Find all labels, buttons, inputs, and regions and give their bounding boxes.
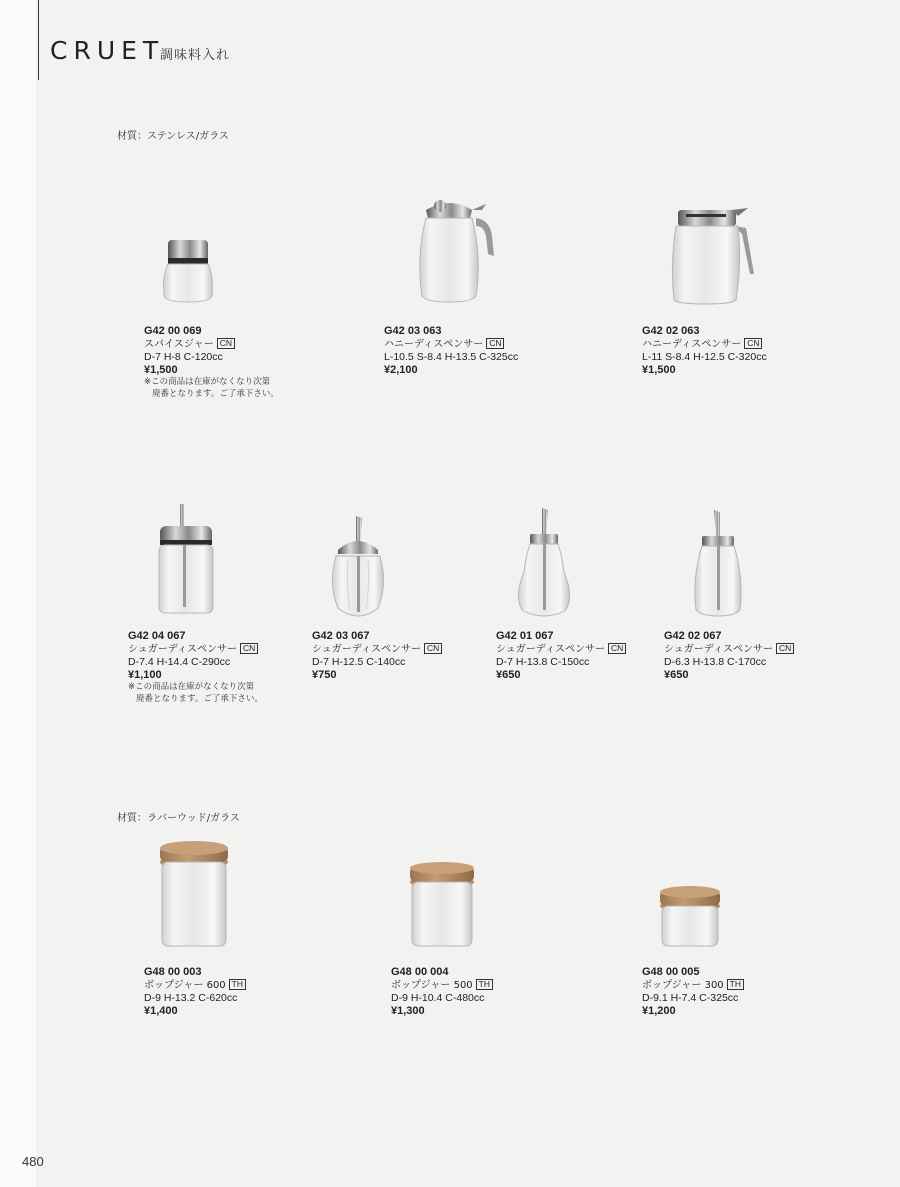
product-name: シュガーディスペンサー <box>128 643 237 655</box>
product-card <box>391 966 493 1017</box>
product-card <box>664 630 794 681</box>
product-spec: D-7.4 H-14.4 C-290cc <box>128 656 231 668</box>
sugar-dispenser-image <box>512 506 576 618</box>
discontinued-note: ※この商品は在庫がなくなり次第 廃番となります。ご了承下さい。 <box>144 377 279 399</box>
header-rule <box>38 0 39 80</box>
pop-jar-image <box>156 840 232 950</box>
product-card <box>496 630 626 681</box>
origin-badge: TH <box>229 979 246 990</box>
pop-jar-image <box>656 884 724 950</box>
product-name: ボップジャー 300 <box>642 979 724 991</box>
page-number: 480 <box>22 1154 44 1169</box>
product-spec: D-6.3 H-13.8 C-170cc <box>664 656 767 668</box>
product-code: G42 02 067 <box>664 630 722 642</box>
pop-jar-image <box>406 860 478 950</box>
sugar-dispenser-image <box>690 508 746 618</box>
product-price: ¥1,500 <box>144 363 178 376</box>
product-spec: L-10.5 S-8.4 H-13.5 C-325cc <box>384 351 519 363</box>
product-code: G42 02 063 <box>642 325 700 337</box>
product-spec: D-9.1 H-7.4 C-325cc <box>642 992 739 1004</box>
product-card <box>642 325 767 376</box>
product-name: シュガーディスペンサー <box>664 643 773 655</box>
product-card <box>384 325 518 376</box>
origin-badge: CN <box>217 338 235 349</box>
page-subtitle: 調味料入れ <box>160 48 231 63</box>
product-spec: L-11 S-8.4 H-12.5 C-320cc <box>642 351 767 363</box>
product-spec: D-9 H-10.4 C-480cc <box>391 992 485 1004</box>
product-card <box>312 630 442 681</box>
origin-badge: CN <box>486 338 504 349</box>
product-code: G48 00 005 <box>642 966 700 978</box>
origin-badge: CN <box>424 643 442 654</box>
page-margin-band <box>0 0 36 1187</box>
product-card <box>642 966 744 1017</box>
origin-badge: CN <box>240 643 258 654</box>
product-name: ハニーディスペンサー <box>384 338 484 350</box>
section-material-label: 材質：ラバーウッド/ガラス <box>117 813 240 824</box>
sugar-dispenser-image <box>154 502 218 618</box>
product-price: ¥1,400 <box>144 1004 178 1017</box>
product-name: スパイスジャー <box>144 338 214 350</box>
product-name: ハニーディスペンサー <box>642 338 742 350</box>
product-code: G42 01 067 <box>496 630 554 642</box>
product-name: シュガーディスペンサー <box>496 643 605 655</box>
product-spec: D-7 H-8 C-120cc <box>144 351 223 363</box>
product-price: ¥650 <box>664 668 689 681</box>
product-code: G48 00 003 <box>144 966 202 978</box>
product-code: G48 00 004 <box>391 966 449 978</box>
product-code: G42 03 063 <box>384 325 442 337</box>
product-price: ¥1,200 <box>642 1004 676 1017</box>
product-name: ボップジャー 500 <box>391 979 473 991</box>
product-price: ¥650 <box>496 668 521 681</box>
origin-badge: TH <box>727 979 744 990</box>
product-price: ¥2,100 <box>384 363 418 376</box>
origin-badge: CN <box>776 643 794 654</box>
product-name: ボップジャー 600 <box>144 979 226 991</box>
product-code: G42 03 067 <box>312 630 370 642</box>
product-price: ¥1,300 <box>391 1004 425 1017</box>
origin-badge: CN <box>744 338 762 349</box>
product-spec: D-7 H-12.5 C-140cc <box>312 656 406 668</box>
product-spec: D-9 H-13.2 C-620cc <box>144 992 238 1004</box>
honey-dispenser-image <box>664 204 760 308</box>
spice-jar-image <box>160 236 216 306</box>
origin-badge: CN <box>608 643 626 654</box>
product-price: ¥1,500 <box>642 363 676 376</box>
origin-badge: TH <box>476 979 493 990</box>
product-price: ¥1,100 <box>128 668 162 681</box>
product-price: ¥750 <box>312 668 337 681</box>
sugar-dispenser-image <box>328 514 388 618</box>
discontinued-note: ※この商品は在庫がなくなり次第 廃番となります。ご了承下さい。 <box>128 682 263 704</box>
product-card <box>128 630 263 705</box>
product-card <box>144 966 246 1017</box>
product-code: G42 00 069 <box>144 325 202 337</box>
page-title: CRUET <box>50 36 165 65</box>
product-code: G42 04 067 <box>128 630 186 642</box>
section-material-label: 材質：ステンレス/ガラス <box>117 131 229 142</box>
product-name: シュガーディスペンサー <box>312 643 421 655</box>
product-spec: D-7 H-13.8 C-150cc <box>496 656 590 668</box>
product-card <box>144 325 279 400</box>
honey-dispenser-image <box>410 196 498 308</box>
